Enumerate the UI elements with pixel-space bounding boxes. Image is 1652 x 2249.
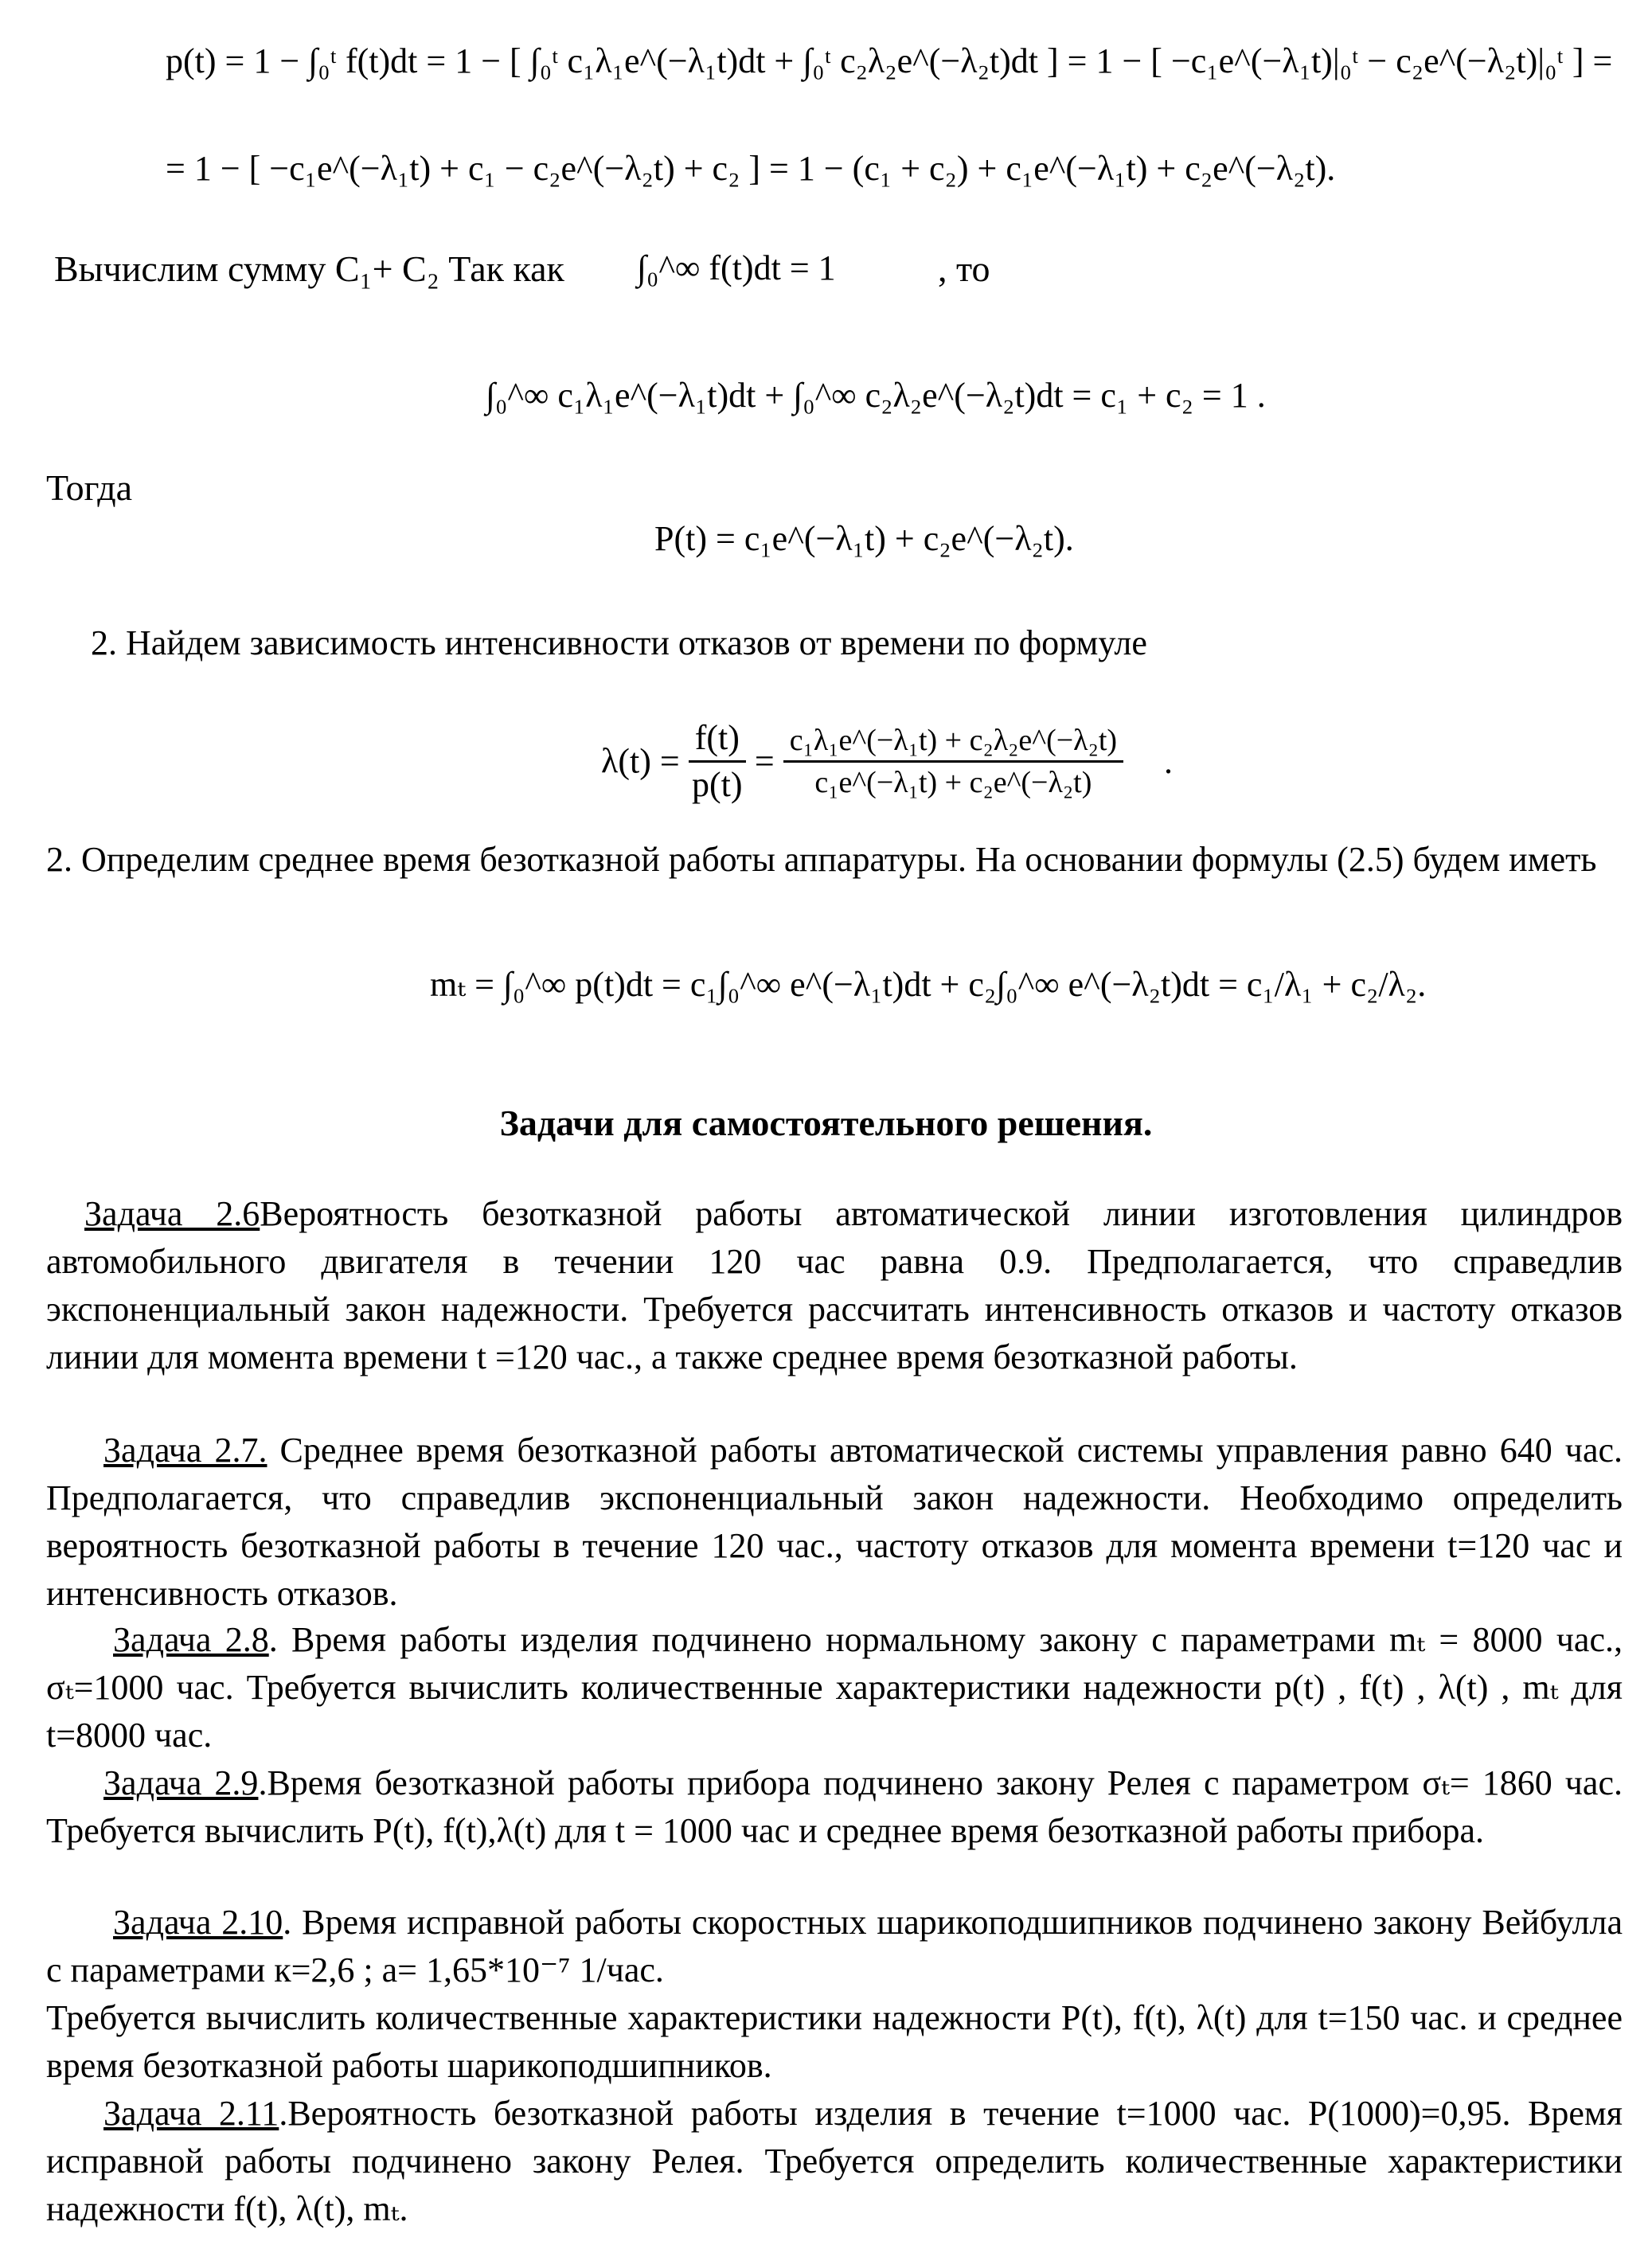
- task-text: . Время работы изделия подчинено нормальному закону с параметрами mₜ = 8000 час., σₜ=1000 час. Требуется вычислить количественные характеристики надежности p(t) , f(t) , λ(t) , mₜ для t=8000 час.: [46, 1620, 1623, 1755]
- step2-paragraph: 2. Найдем зависимость интенсивности отказов от времени по формуле: [91, 623, 1147, 662]
- task-2-9: [46, 1759, 1623, 1855]
- lambda-den-2: c₁e^(−λ₁t) + c₂e^(−λ₂t): [814, 766, 1092, 799]
- lambda-lhs: λ(t) =: [601, 741, 680, 781]
- lambda-fraction-1: [689, 720, 746, 802]
- task-label: Задача 2.11: [103, 2094, 279, 2133]
- task-text: Требуется вычислить количественные характеристики надежности P(t), f(t), λ(t) для t=150 час. и среднее время безотказной работы шарикоподшипников.: [46, 1998, 1623, 2085]
- section-title: Задачи для самостоятельного решения.: [499, 1103, 1153, 1143]
- P-result-formula: P(t) = c₁e^(−λ₁t) + c₂e^(−λ₂t).: [654, 519, 1074, 558]
- task-label: Задача 2.7.: [103, 1431, 268, 1470]
- lambda-formula: λ(t) = $\frac{f(t)}{p(t)}$ = $\frac{\text{c₁λ₁e\textasciicircum{}(−λ₁t) + c₂λ₂e\textasciicircum{}(−λ₂t)}}{\text{c₁e\textasciicircum{}(−λ₁t) + c₂e\textasciicircum{}(−λ₂t)}}$ .: [601, 718, 1174, 804]
- formula-p-integral-line1: p(t) = 1 − ∫₀ᵗ f(t)dt = 1 − [ ∫₀ᵗ c₁λ₁e^(−λ₁t)dt + ∫₀ᵗ c₂λ₂e^(−λ₂t)dt ] = 1 − [ −c₁e^(−λ₁t)|₀ᵗ − c₂e^(−λ₂t)|₀ᵗ ] =: [166, 41, 1613, 80]
- lambda-num-2: c₁λ₁e^(−λ₁t) + c₂λ₂e^(−λ₂t): [783, 725, 1123, 763]
- task-2-8: [46, 1616, 1623, 1759]
- task-text: Среднее время безотказной работы автоматической системы управления равно 640 час. Предполагается, что справедлив экспоненциальный закон надежности. Необходимо определить вероятность безотказной работы в течение 120 час., частоту отказов для момента времени t=120 час и интенсивность отказов.: [46, 1431, 1623, 1613]
- lambda-den-1: p(t): [692, 765, 743, 804]
- sum-integral-formula: ∫₀^∞ f(t)dt = 1: [637, 248, 836, 287]
- task-2-6: [46, 1190, 1623, 1381]
- task-2-11: [46, 2090, 1623, 2233]
- sum-intro-text: Вычислим сумму C₁+ C₂ Так как: [54, 248, 564, 289]
- task-2-10: [46, 1899, 1623, 1994]
- then-label: Тогда: [46, 467, 133, 508]
- sum-then-text: , то: [938, 248, 990, 289]
- task-text: . Время исправной работы скоростных шарикоподшипников подчинено закону Вейбулла с параметрами к=2,6 ; а= 1,65*10⁻⁷ 1/час.: [46, 1903, 1623, 1989]
- task-text: Вероятность безотказной работы автоматической линии изготовления цилиндров автомобильного двигателя в течении 120 час равна 0.9. Предполагается, что справедлив экспоненциальный закон надежности. Требуется рассчитать интенсивность отказов и частоту отказов линии для момента времени t =120 час., а также среднее время безотказной работы.: [46, 1194, 1623, 1376]
- task-label: Задача 2.8: [113, 1620, 269, 1659]
- task-label: Задача 2.6: [84, 1194, 260, 1233]
- task-text: .Время безотказной работы прибора подчинено закону Релея с параметром σₜ= 1860 час. Требуется вычислить P(t), f(t),λ(t) для t = 1000 час и среднее время безотказной работы прибора.: [46, 1763, 1623, 1850]
- task-label: Задача 2.10: [113, 1903, 283, 1942]
- lambda-fraction-2: [783, 725, 1123, 798]
- lambda-num-1: f(t): [689, 720, 746, 763]
- step3-paragraph: 2. Определим среднее время безотказной работы аппаратуры. На основании формулы (2.5) будем иметь: [46, 840, 1597, 879]
- task-2-10-cont: [46, 1994, 1623, 2090]
- formula-p-integral-line2: = 1 − [ −c₁e^(−λ₁t) + c₁ − c₂e^(−λ₂t) + c₂ ] = 1 − (c₁ + c₂) + c₁e^(−λ₁t) + c₂e^(−λ₂t).: [166, 149, 1336, 188]
- mt-formula: mₜ = ∫₀^∞ p(t)dt = c₁∫₀^∞ e^(−λ₁t)dt + c₂∫₀^∞ e^(−λ₂t)dt = c₁/λ₁ + c₂/λ₂.: [430, 965, 1427, 1004]
- sum-result-formula: ∫₀^∞ c₁λ₁e^(−λ₁t)dt + ∫₀^∞ c₂λ₂e^(−λ₂t)dt = c₁ + c₂ = 1 .: [486, 376, 1266, 415]
- task-text: .Вероятность безотказной работы изделия в течение t=1000 час. P(1000)=0,95. Время исправной работы подчинено закону Релея. Требуется определить количественные характеристики надежности f(t), λ(t), mₜ.: [46, 2094, 1623, 2228]
- task-2-7: [46, 1427, 1623, 1618]
- task-label: Задача 2.9: [103, 1763, 259, 1802]
- lambda-dot: .: [1164, 741, 1174, 781]
